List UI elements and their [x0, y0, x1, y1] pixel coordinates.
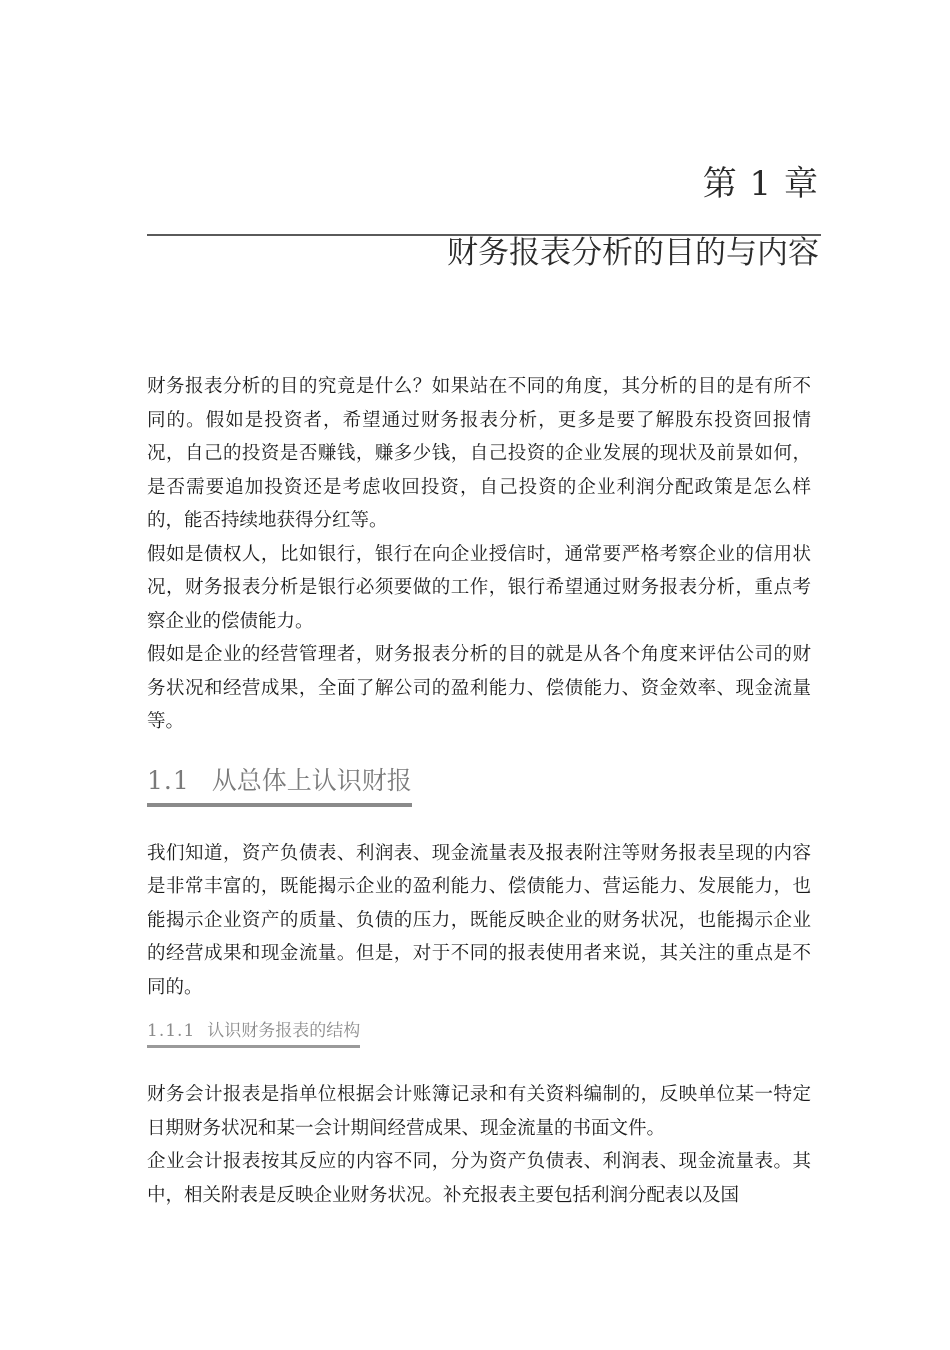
- intro-paragraph-3: 假如是企业的经营管理者，财务报表分析的目的就是从各个角度来评估公司的财务状况和经营成果，全面了解公司的盈利能力、偿债能力、资金效率、现金流量等。: [147, 644, 811, 732]
- intro-paragraph-2: 假如是债权人，比如银行，银行在向企业授信时，通常要严格考察企业的信用状况，财务报表分析是银行必须要做的工作，银行希望通过财务报表分析，重点考察企业的偿债能力。: [147, 543, 811, 632]
- chapter-number: 第 1 章: [702, 164, 819, 204]
- subsection-number: 1.1.1: [147, 1021, 196, 1041]
- section-1-1-1-paragraph-2: 企业会计报表按其反应的内容不同，分为资产负债表、利润表、现金流量表。其中，相关附表是反映企业财务状况。补充报表主要包括利润分配表以及国: [147, 1151, 811, 1206]
- subsection-title: 认识财务报表的结构: [207, 1021, 361, 1041]
- section-1-1-paragraph-1: 我们知道，资产负债表、利润表、现金流量表及报表附注等财务报表呈现的内容是非常丰富的，既能揭示企业的盈利能力、偿债能力、营运能力、发展能力，也能揭示企业资产的质量、负债的压力，既能反映企业的财务状况，也能揭示企业的经营成果和现金流量。但是，对于不同的报表使用者来说，其关注的重点是不同的。: [147, 842, 811, 998]
- section-1-1-1-paragraph-1: 财务会计报表是指单位根据会计账簿记录和有关资料编制的，反映单位某一特定日期财务状况和某一会计期间经营成果、现金流量的书面文件。: [147, 1084, 811, 1139]
- spacer: [147, 1048, 811, 1078]
- body-content: [147, 370, 811, 1212]
- section-number: 1.1: [147, 765, 190, 795]
- section-heading-block: [147, 739, 811, 801]
- chapter-title: 财务报表分析的目的与内容: [447, 235, 819, 271]
- intro-paragraph-1: 财务报表分析的目的究竟是什么？如果站在不同的角度，其分析的目的是有所不同的。假如是投资者，希望通过财务报表分析，更多是要了解股东投资回报情况，自己的投资是否赚钱，赚多少钱，自己投资的企业发展的现状及前景如何，是否需要追加投资还是考虑收回投资，自己投资的企业利润分配政策是怎么样的，能否持续地获得分红等。: [147, 376, 811, 531]
- subsection-heading-1-1-1: [147, 1018, 360, 1048]
- section-heading-1-1: [147, 761, 412, 807]
- section-title: 从总体上认识财报: [211, 765, 412, 795]
